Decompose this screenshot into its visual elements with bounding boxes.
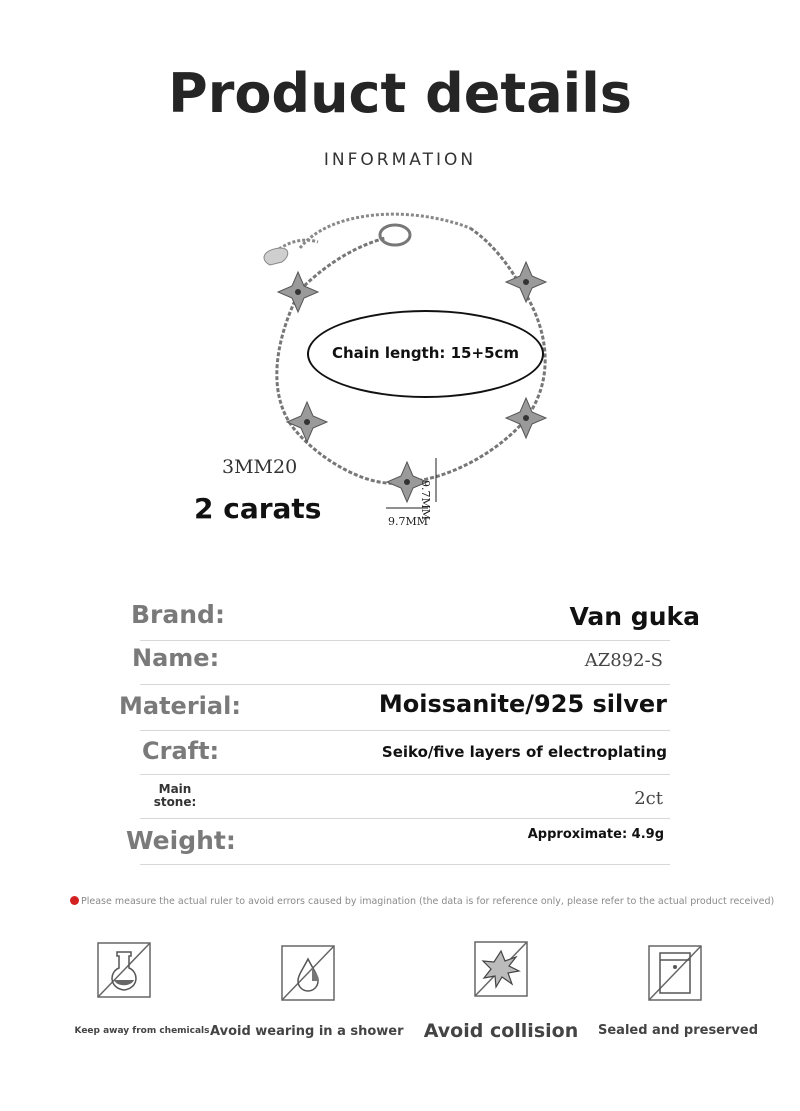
spec-divider xyxy=(140,864,670,865)
spec-value-brand: Van guka xyxy=(569,602,700,631)
spec-divider xyxy=(140,640,670,641)
page-title: Product details xyxy=(168,62,632,125)
spec-value-craft: Seiko/five layers of electroplating xyxy=(381,743,667,761)
carats-label: 2 carats xyxy=(194,492,322,525)
no-chemicals-icon xyxy=(97,942,151,998)
care-label-sealed: Sealed and preserved xyxy=(598,1023,759,1038)
spec-value-name: AZ892-S xyxy=(584,650,663,671)
care-label-shower: Avoid wearing in a shower xyxy=(210,1024,404,1039)
sealed-bag-icon xyxy=(648,945,702,1001)
measurement-note xyxy=(70,896,775,907)
no-shower-icon xyxy=(281,945,335,1001)
spec-value-main-stone: 2ct xyxy=(634,788,663,809)
spec-value-weight: Approximate: 4.9g xyxy=(527,827,664,842)
spec-divider xyxy=(140,684,670,685)
spec-divider xyxy=(140,774,670,775)
spec-label-material: Material: xyxy=(119,692,241,720)
measurement-note-text: Please measure the actual ruler to avoid errors caused by imagination (the data is for reference only, please refer to the actual product received) xyxy=(81,896,775,907)
spec-label-brand: Brand: xyxy=(131,600,225,629)
care-label-chemicals: Keep away from chemicals xyxy=(74,1026,210,1036)
spec-label-craft: Craft: xyxy=(142,737,220,765)
spec-label-weight: Weight: xyxy=(126,826,236,855)
chain-length-text: Chain length: 15+5cm xyxy=(331,344,520,362)
no-collision-icon xyxy=(474,941,528,997)
spec-value-material: Moissanite/925 silver xyxy=(378,690,667,718)
size-code: 3MM20 xyxy=(222,456,298,478)
dimension-height: 9.7MM xyxy=(419,480,432,521)
spec-label-main-stone: Main stone: xyxy=(153,782,197,809)
spec-divider xyxy=(140,818,670,819)
spec-label-name: Name: xyxy=(132,644,220,672)
spec-divider xyxy=(140,730,670,731)
red-dot-icon xyxy=(70,896,79,905)
care-label-collision: Avoid collision xyxy=(423,1020,579,1042)
page-subtitle: INFORMATION xyxy=(323,150,477,170)
dimension-width: 9.7MM xyxy=(388,515,429,528)
